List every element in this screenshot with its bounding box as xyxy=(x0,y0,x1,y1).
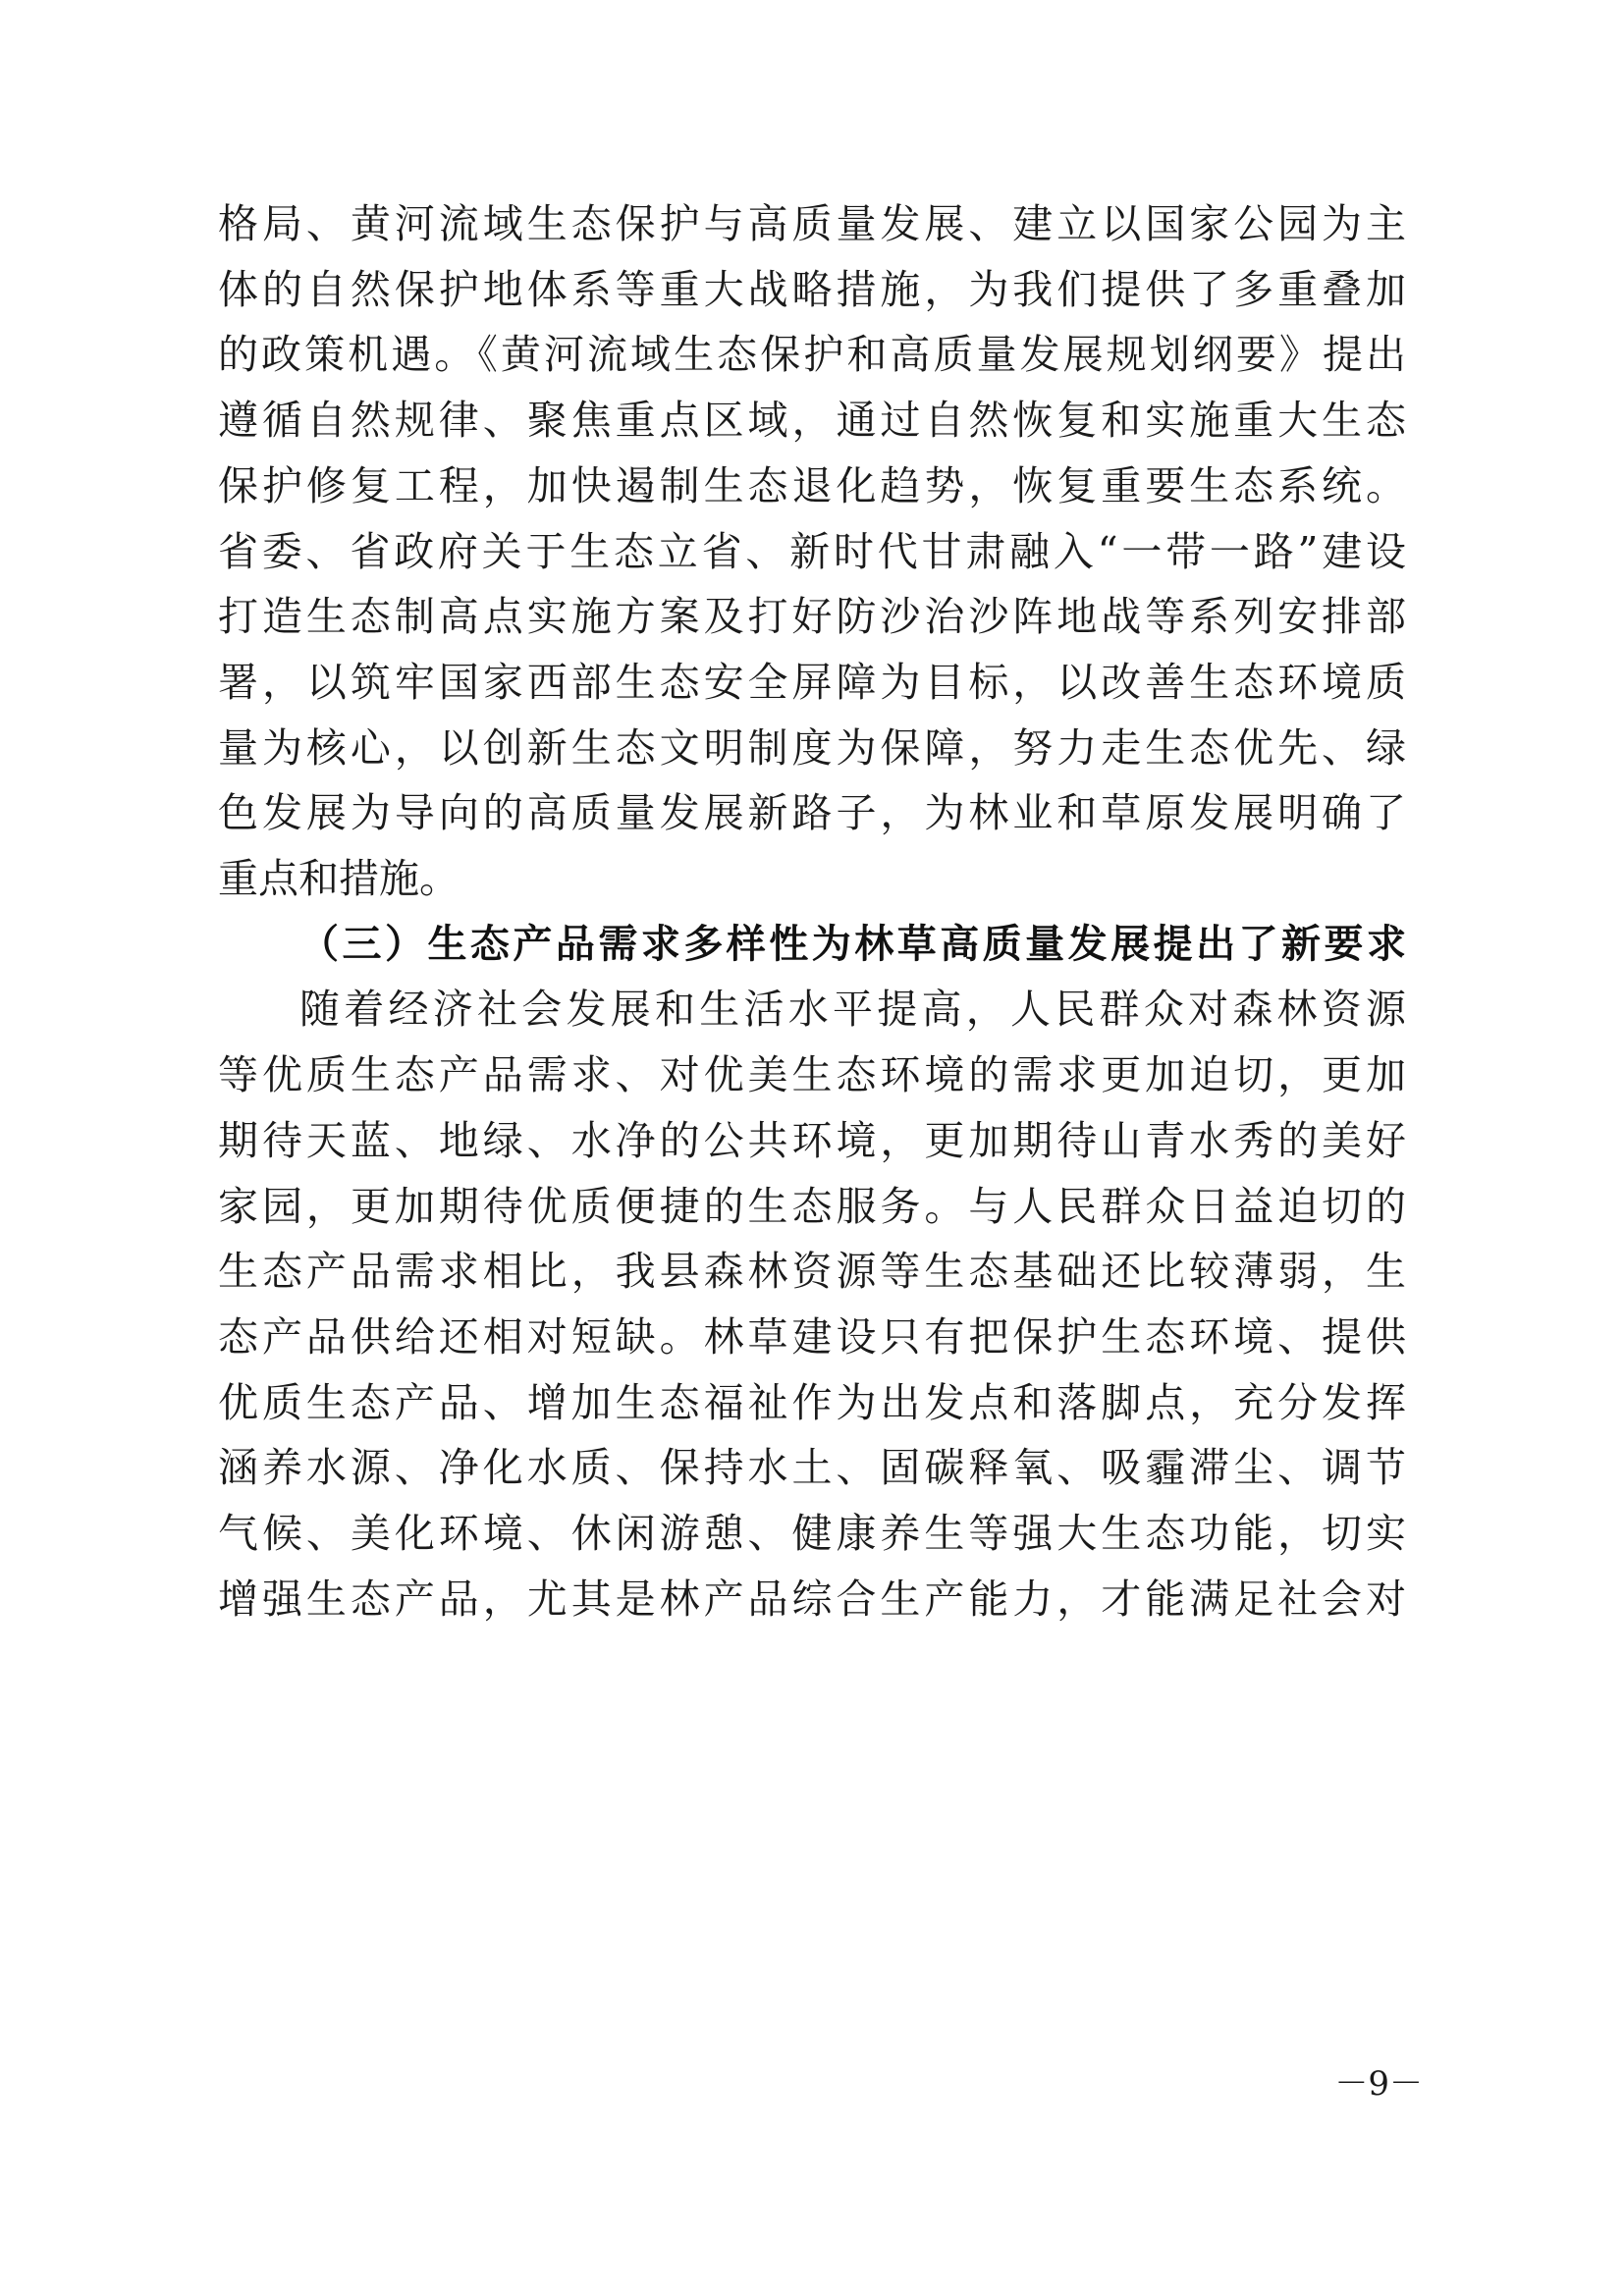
section-heading: （三）生态产品需求多样性为林草高质量发展提出了新要求 xyxy=(299,922,1406,967)
paragraph-line: 体的自然保护地体系等重大战略措施，为我们提供了多重叠加 xyxy=(218,266,1406,313)
paragraph-line: 遵循自然规律、聚焦重点区域，通过自然恢复和实施重大生态 xyxy=(218,397,1406,444)
paragraph-line: 保护修复工程，加快遏制生态退化趋势，恢复重要生态系统。 xyxy=(218,462,1406,509)
paragraph-line: 生态产品需求相比，我县森林资源等生态基础还比较薄弱，生 xyxy=(218,1248,1406,1295)
paragraph-line: 等优质生态产品需求、对优美生态环境的需求更加迫切，更加 xyxy=(218,1051,1406,1098)
paragraph-line: 量为核心，以创新生态文明制度为保障，努力走生态优先、绿 xyxy=(218,724,1406,772)
paragraph-line: 优质生态产品、增加生态福祉作为出发点和落脚点，充分发挥 xyxy=(218,1379,1406,1426)
paragraph-line: 家园，更加期待优质便捷的生态服务。与人民群众日益迫切的 xyxy=(218,1183,1406,1230)
paragraph-line: 随着经济社会发展和生活水平提高，人民群众对森林资源 xyxy=(299,986,1406,1033)
paragraph-line: 增强生态产品，尤其是林产品综合生产能力，才能满足社会对 xyxy=(218,1575,1406,1623)
paragraph-line: 的政策机遇。《黄河流域生态保护和高质量发展规划纲要》提出 xyxy=(218,331,1406,378)
page-number: －9－ xyxy=(1334,2064,1423,2104)
paragraph-line: 重点和措施。 xyxy=(218,855,460,902)
paragraph-line: 气候、美化环境、休闲游憩、健康养生等强大生态功能，切实 xyxy=(218,1510,1406,1557)
paragraph-line: 格局、黄河流域生态保护与高质量发展、建立以国家公园为主 xyxy=(218,200,1406,247)
paragraph-line: 省委、省政府关于生态立省、新时代甘肃融入“一带一路”建设 xyxy=(218,528,1406,575)
paragraph-line: 色发展为导向的高质量发展新路子，为林业和草原发展明确了 xyxy=(218,789,1406,836)
paragraph-line: 打造生态制高点实施方案及打好防沙治沙阵地战等系列安排部 xyxy=(218,593,1406,640)
paragraph-line: 署，以筑牢国家西部生态安全屏障为目标，以改善生态环境质 xyxy=(218,659,1406,706)
paragraph-line: 态产品供给还相对短缺。林草建设只有把保护生态环境、提供 xyxy=(218,1313,1406,1361)
paragraph-line: 期待天蓝、地绿、水净的公共环境，更加期待山青水秀的美好 xyxy=(218,1117,1406,1164)
paragraph-line: 涵养水源、净化水质、保持水土、固碳释氧、吸霾滞尘、调节 xyxy=(218,1444,1406,1491)
